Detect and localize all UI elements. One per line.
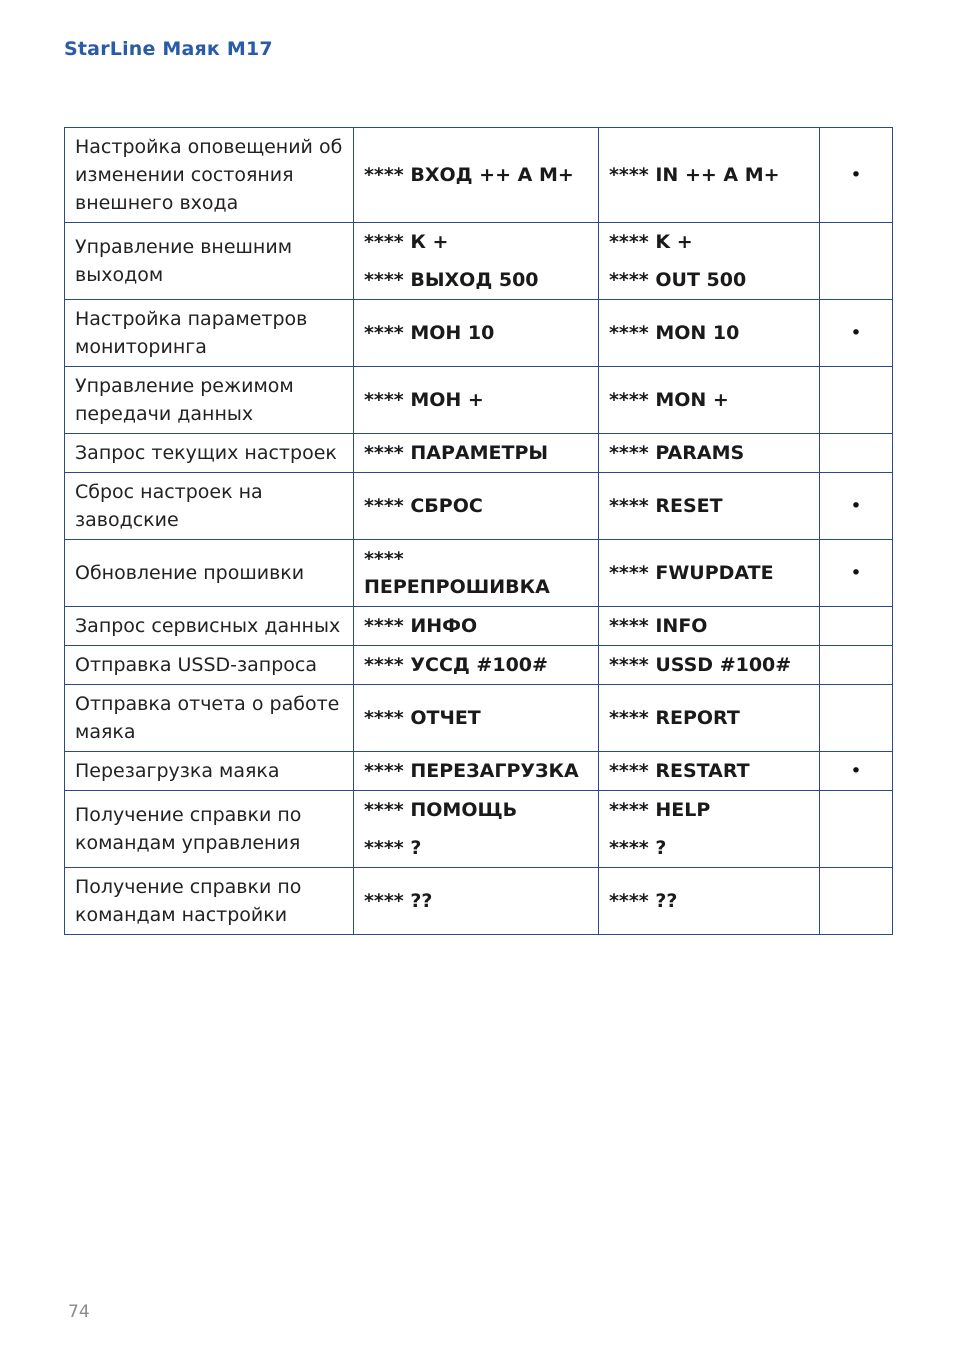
table-row [65,791,893,868]
command-description: Запрос сервисных данных [65,607,354,646]
command-description: Отправка USSD-запроса [65,646,354,685]
command-description: Управление внешним выходом [65,223,354,300]
bullet-mark [820,434,893,473]
command-en-line: **** HELP [609,799,711,821]
command-en-line: **** REPORT [609,707,740,729]
command-en [599,607,820,646]
bullet-mark [820,646,893,685]
command-en [599,128,820,223]
command-ru [354,473,599,540]
command-en-line: **** FWUPDATE [609,562,774,584]
bullet-mark: • [820,473,893,540]
command-en [599,367,820,434]
command-ru-line: **** МОН 10 [364,322,495,344]
command-ru [354,646,599,685]
command-ru-line: **** ? [364,837,422,859]
table-row [65,367,893,434]
command-en [599,540,820,607]
command-en-line: **** MON + [609,389,729,411]
command-en-line: **** MON 10 [609,322,740,344]
command-ru [354,752,599,791]
bullet-mark: • [820,540,893,607]
table-row [65,223,893,300]
command-ru-line: **** ПАРАМЕТРЫ [364,442,549,464]
bullet-mark: • [820,128,893,223]
command-ru-line: **** ИНФО [364,615,478,637]
command-en-line: **** RESTART [609,760,750,782]
bullet-mark: • [820,752,893,791]
command-ru-line: **** ВХОД ++ A M+ [364,164,574,186]
command-en [599,223,820,300]
sms-commands-table [64,127,893,935]
command-en-line: **** K + [609,231,693,253]
command-en [599,473,820,540]
command-en [599,685,820,752]
command-en-line: **** OUT 500 [609,269,747,291]
command-en [599,434,820,473]
command-description: Перезагрузка маяка [65,752,354,791]
table-row [65,685,893,752]
command-description: Управление режимом передачи данных [65,367,354,434]
command-ru-line: **** К + [364,231,449,253]
command-ru-line: **** ОТЧЕТ [364,707,481,729]
command-ru-line: **** ПОМОЩЬ [364,799,518,821]
table-row [65,868,893,935]
command-description: Получение справки по командам настройки [65,868,354,935]
command-description: Отправка отчета о работе маяка [65,685,354,752]
table-row [65,646,893,685]
command-ru-line: **** УССД #100# [364,654,548,676]
command-ru [354,223,599,300]
command-en [599,791,820,868]
command-en-line: **** ? [609,837,667,859]
command-ru-line: **** ВЫХОД 500 [364,269,539,291]
bullet-mark [820,685,893,752]
command-ru [354,791,599,868]
command-description: Настройка оповещений об изменении состояния внешнего входа [65,128,354,223]
command-en [599,868,820,935]
table-row [65,607,893,646]
command-ru [354,128,599,223]
command-description: Запрос текущих настроек [65,434,354,473]
command-ru [354,434,599,473]
table-row [65,752,893,791]
command-ru [354,300,599,367]
command-ru-line: **** ПЕРЕЗАГРУЗКА [364,760,579,782]
command-description: Обновление прошивки [65,540,354,607]
table-row [65,434,893,473]
table-row [65,473,893,540]
command-ru [354,367,599,434]
command-en-line: **** INFO [609,615,708,637]
page-header-title: StarLine Маяк M17 [64,38,273,60]
command-ru [354,868,599,935]
command-en [599,646,820,685]
command-en-line: **** PARAMS [609,442,745,464]
command-en-line: **** RESET [609,495,723,517]
bullet-mark [820,791,893,868]
table-row [65,300,893,367]
bullet-mark [820,868,893,935]
table-row [65,540,893,607]
command-ru-line: **** СБРОС [364,495,483,517]
command-en-line: **** USSD #100# [609,654,792,676]
command-en [599,300,820,367]
bullet-mark [820,223,893,300]
command-ru [354,685,599,752]
command-description: Получение справки по командам управления [65,791,354,868]
command-en-line: **** ?? [609,890,678,912]
command-description: Сброс настроек на заводские [65,473,354,540]
command-ru [354,540,599,607]
page-number: 74 [68,1302,90,1322]
table-body [65,128,893,935]
bullet-mark [820,607,893,646]
table-row [65,128,893,223]
command-ru-line: **** ?? [364,890,433,912]
command-en-line: **** IN ++ A M+ [609,164,780,186]
command-en [599,752,820,791]
command-ru-line: **** МОН + [364,389,484,411]
command-description: Настройка параметров мониторинга [65,300,354,367]
command-ru [354,607,599,646]
bullet-mark: • [820,300,893,367]
command-ru-line: **** ПЕРЕПРОШИВКА [364,548,550,598]
bullet-mark [820,367,893,434]
